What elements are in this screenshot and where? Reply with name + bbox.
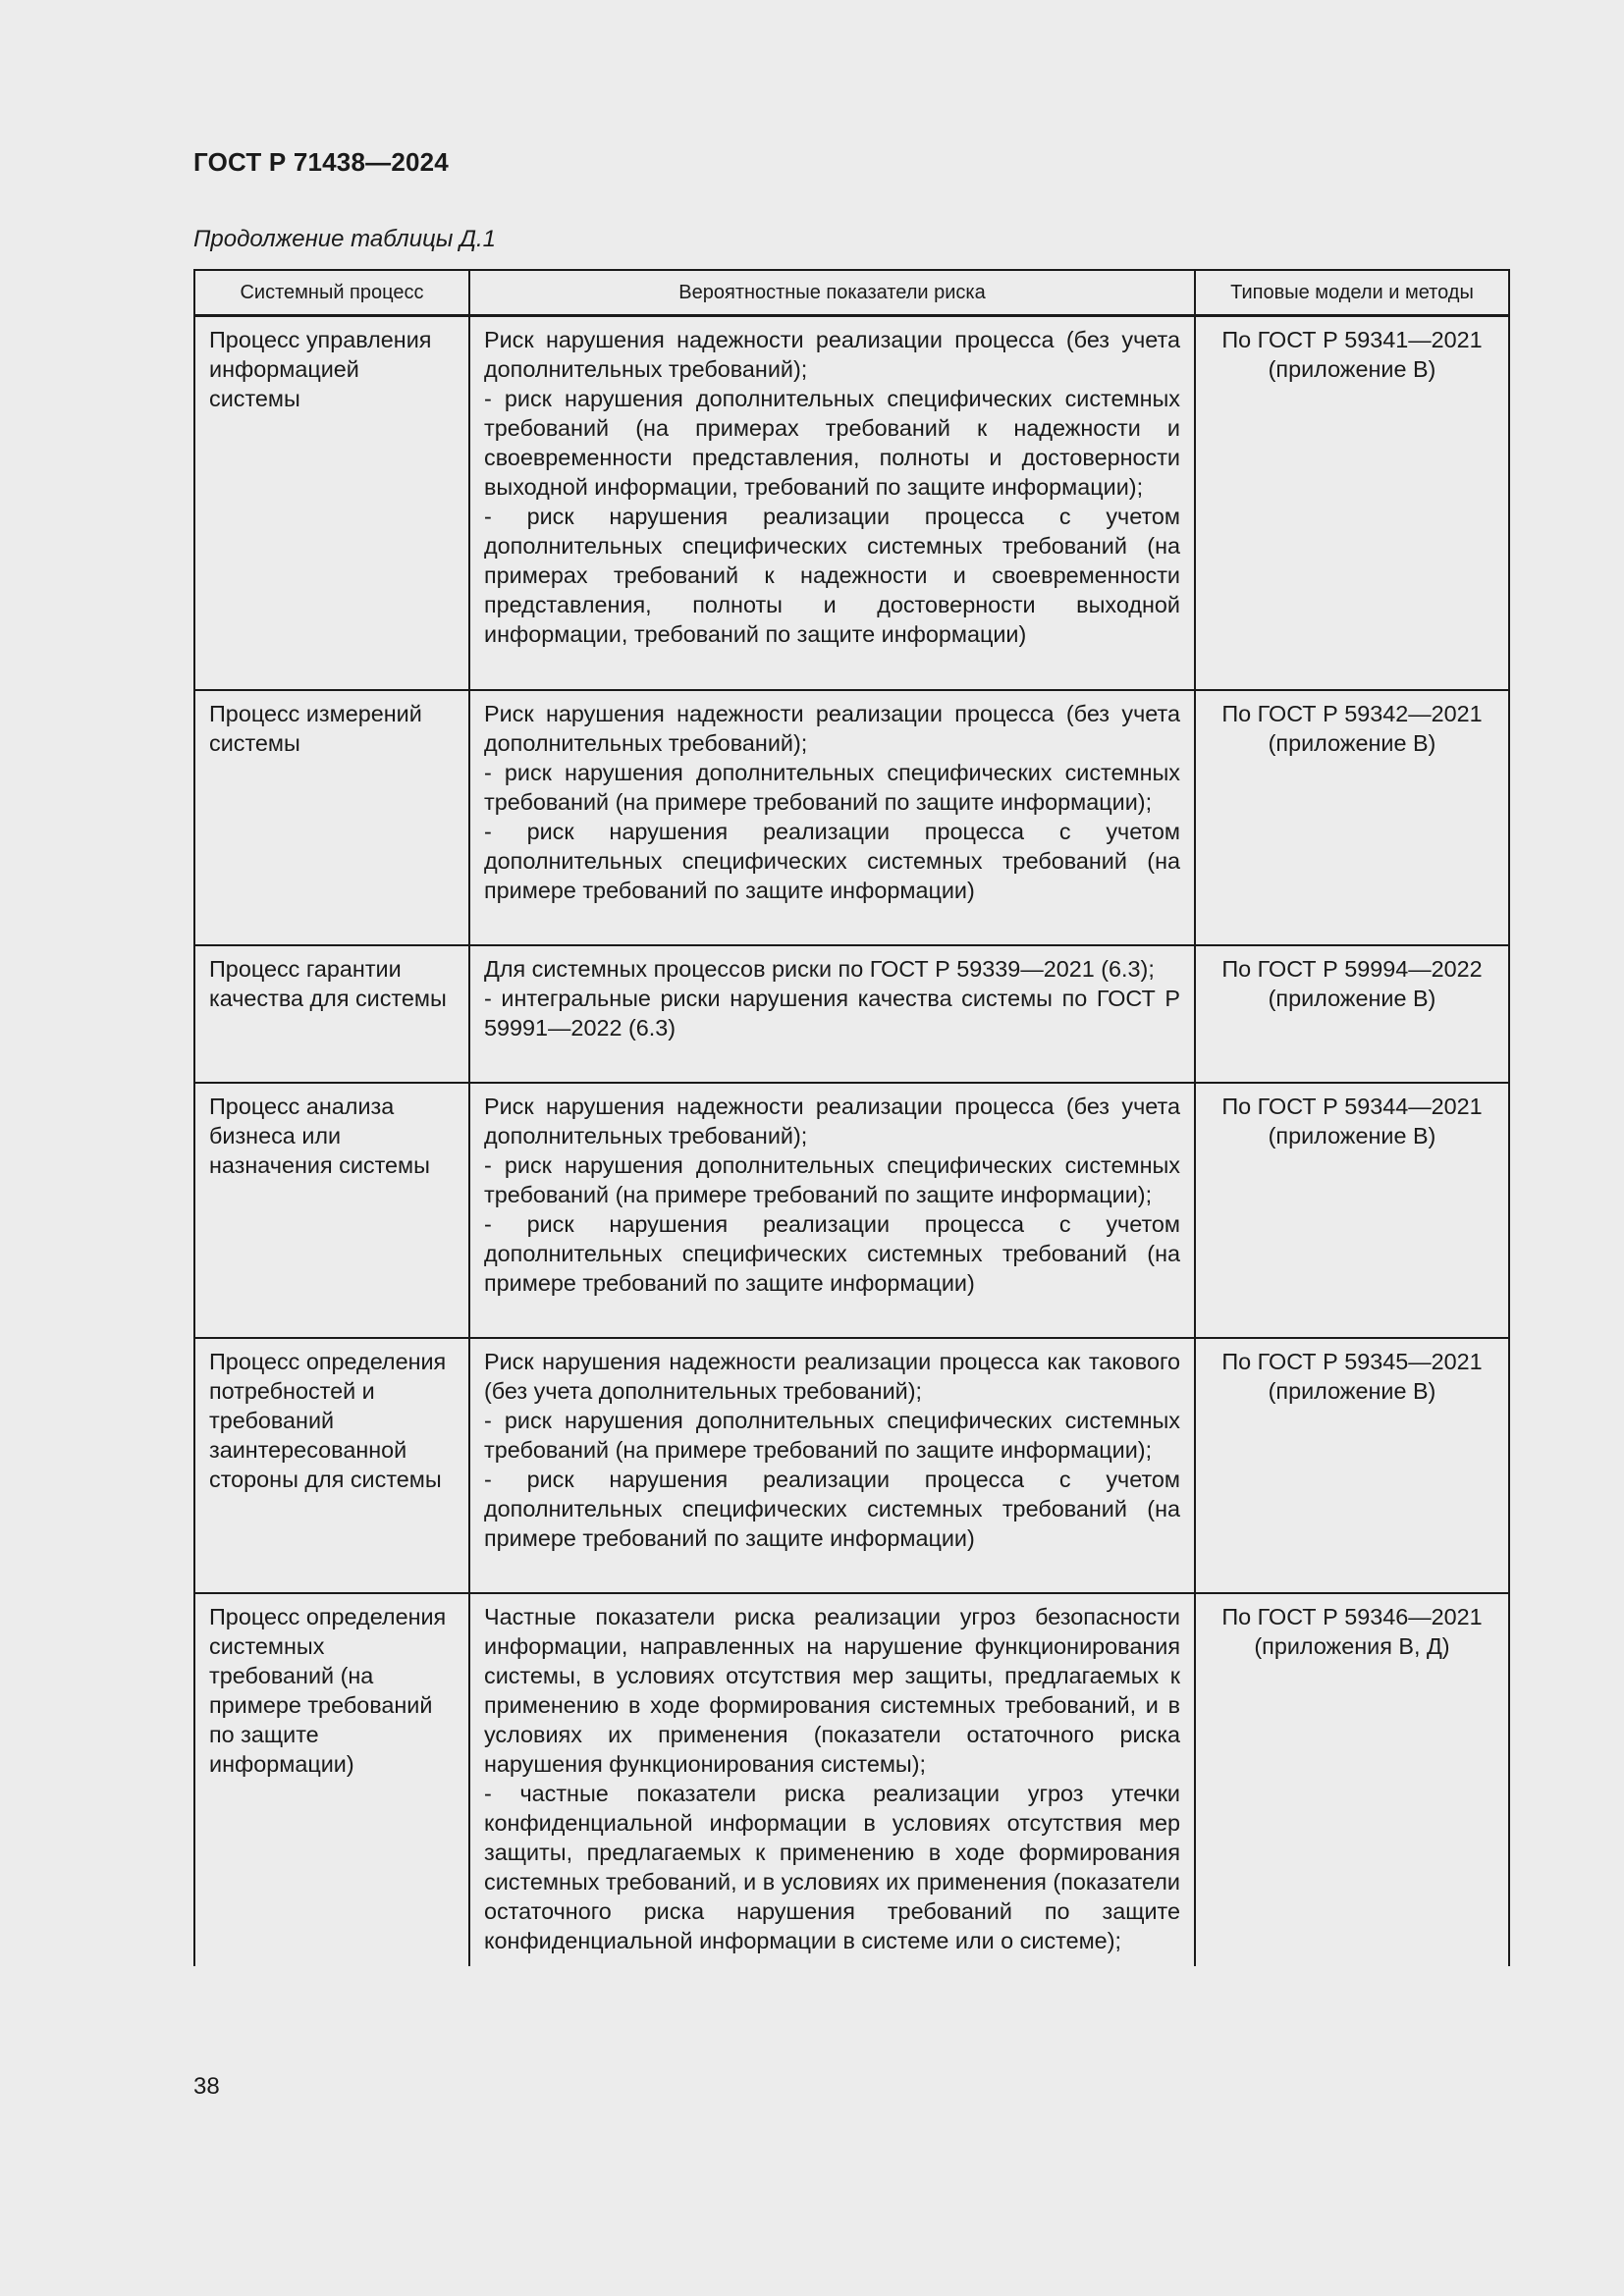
models-cell: По ГОСТ Р 59342—2021 (приложение В) bbox=[1195, 690, 1509, 945]
column-header-process: Системный процесс bbox=[194, 270, 469, 316]
risk-line: - частные показатели риска реализации угроз утечки конфиденциальной информации в условиях отсутствия мер защиты, предлагаемых к применению в ходе формирования системных требований, и в условиях их применения (показатели остаточного риска нарушения требований по защите конфиденциальной информации в системе или о системе); bbox=[484, 1780, 1180, 1953]
process-cell: Процесс анализа бизнеса или назначения системы bbox=[194, 1083, 469, 1338]
column-header-models-methods: Типовые модели и методы bbox=[1195, 270, 1509, 316]
risk-table bbox=[193, 269, 1510, 1966]
table-row bbox=[194, 316, 1509, 690]
risk-line: Частные показатели риска реализации угроз безопасности информации, направленных на нарушение функционирования системы, в условиях отсутствия мер защиты, предлагаемых к применению в ходе формирования системных требований, и в условиях их применения (показатели остаточного риска нарушения функционирования системы); bbox=[484, 1603, 1180, 1777]
risk-line: - риск нарушения реализации процесса с учетом дополнительных специфических системных требований (на примере требований по защите информации) bbox=[484, 1466, 1180, 1551]
table-caption: Продолжение таблицы Д.1 bbox=[193, 226, 497, 252]
risk-cell bbox=[469, 945, 1195, 1083]
table-row bbox=[194, 1593, 1509, 1966]
models-cell: По ГОСТ Р 59994—2022 (приложение В) bbox=[1195, 945, 1509, 1083]
risk-line: Риск нарушения надежности реализации процесса (без учета дополнительных требований); bbox=[484, 327, 1180, 382]
risk-line: Риск нарушения надежности реализации процесса (без учета дополнительных требований); bbox=[484, 1093, 1180, 1148]
risk-cell bbox=[469, 1338, 1195, 1593]
models-cell: По ГОСТ Р 59344—2021 (приложение В) bbox=[1195, 1083, 1509, 1338]
column-header-risk-indicators: Вероятностные показатели риска bbox=[469, 270, 1195, 316]
risk-cell bbox=[469, 1593, 1195, 1966]
risk-line: - риск нарушения дополнительных специфических системных требований (на примере требований по защите информации); bbox=[484, 759, 1180, 815]
risk-cell bbox=[469, 1083, 1195, 1338]
process-cell: Процесс управления информацией системы bbox=[194, 316, 469, 690]
models-cell: По ГОСТ Р 59345—2021 (приложение В) bbox=[1195, 1338, 1509, 1593]
risk-line: Риск нарушения надежности реализации процесса (без учета дополнительных требований); bbox=[484, 700, 1180, 756]
table-row bbox=[194, 1083, 1509, 1338]
risk-line: Для системных процессов риски по ГОСТ Р 59339—2021 (6.3); bbox=[484, 955, 1155, 982]
process-cell: Процесс гарантии качества для системы bbox=[194, 945, 469, 1083]
risk-line: - риск нарушения дополнительных специфических системных требований (на примере требований по защите информации); bbox=[484, 1407, 1180, 1463]
models-cell: По ГОСТ Р 59341—2021 (приложение В) bbox=[1195, 316, 1509, 690]
risk-line: - интегральные риски нарушения качества системы по ГОСТ Р 59991—2022 (6.3) bbox=[484, 985, 1180, 1041]
risk-line: - риск нарушения дополнительных специфических системных требований (на примерах требований к надежности и своевременности представления, полноты и достоверности выходной информации, требований по защите информации); bbox=[484, 386, 1180, 500]
table-row bbox=[194, 1338, 1509, 1593]
risk-cell bbox=[469, 690, 1195, 945]
risk-line: - риск нарушения дополнительных специфических системных требований (на примере требований по защите информации); bbox=[484, 1151, 1180, 1207]
risk-line: - риск нарушения реализации процесса с учетом дополнительных специфических системных требований (на примере требований по защите информации) bbox=[484, 1210, 1180, 1296]
risk-line: - риск нарушения реализации процесса с учетом дополнительных специфических системных требований (на примере требований по защите информации) bbox=[484, 818, 1180, 903]
page-number: 38 bbox=[193, 2073, 220, 2100]
process-cell: Процесс определения потребностей и требований заинтересованной стороны для системы bbox=[194, 1338, 469, 1593]
process-cell: Процесс определения системных требований (на примере требований по защите информации) bbox=[194, 1593, 469, 1966]
table-row bbox=[194, 945, 1509, 1083]
table-row bbox=[194, 690, 1509, 945]
risk-line: - риск нарушения реализации процесса с учетом дополнительных специфических системных требований (на примерах требований к надежности и своевременности представления, полноты и достоверности выходной информации, требований по защите информации) bbox=[484, 504, 1180, 647]
process-cell: Процесс измерений системы bbox=[194, 690, 469, 945]
models-cell: По ГОСТ Р 59346—2021 (приложения В, Д) bbox=[1195, 1593, 1509, 1966]
document-header: ГОСТ Р 71438—2024 bbox=[193, 147, 449, 177]
risk-line: Риск нарушения надежности реализации процесса как такового (без учета дополнительных требований); bbox=[484, 1348, 1180, 1404]
table-header-row bbox=[194, 270, 1509, 316]
risk-cell bbox=[469, 316, 1195, 690]
